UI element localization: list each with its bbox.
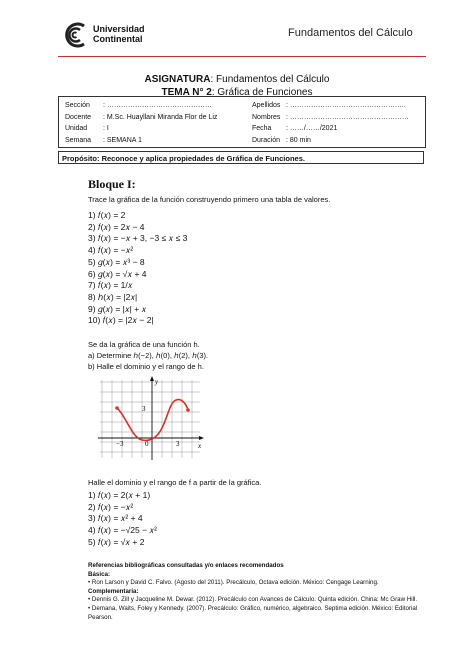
list-item: 5) 𝑓(𝑥) = √𝑥 + 2 [88,536,145,547]
tick-label-y3: 3 [142,405,146,413]
list-item: 3) 𝑓(𝑥) = −𝑥 + 3, −3 ≤ 𝑥 ≤ 3 [88,233,188,244]
graph-grid [100,380,200,458]
university-name-line1: Universidad [93,24,145,34]
university-name-line2: Continental [93,34,143,44]
asignatura-value: : Fundamentos del Cálculo [210,74,330,85]
info-row-semana: Semana : SEMANA 1 [65,136,142,144]
tick-label-xneg3: −3 [116,440,124,448]
exercise-list-2 [88,490,157,549]
fecha-field[interactable]: : ……/……/2021 [286,125,338,132]
x-axis-label: x [198,442,202,450]
seccion-field[interactable]: : ……………………………………… [103,102,212,109]
references-basic-label: Básica: [88,570,111,578]
graph-intro: Se da la gráfica de una función h. [88,340,200,349]
apellidos-field[interactable]: : ………………………………………….. [286,102,406,109]
function-graph [96,376,206,462]
info-row-unidad: Unidad : I [65,125,109,132]
info-row-apellidos: Apellidos : ………………………………………….. [252,100,409,112]
tema-value: : Gráfica de Funciones [211,87,313,98]
info-row-duracion: Duración : 80 min [252,136,311,144]
list-item: 6) 𝑔(𝑥) = √𝑥 + 4 [88,268,147,279]
university-name [93,24,145,44]
student-info-box [58,96,426,148]
list-item: 2) 𝑓(𝑥) = −𝑥² [88,501,134,512]
info-row-fecha: Fecha : ……/……/2021 [252,123,409,135]
info-right-column [252,100,409,146]
list-item: 2) 𝑓(𝑥) = 2𝑥 − 4 [88,221,145,232]
curve-start-point [115,406,119,410]
list-item: 8) ℎ(𝑥) = |2𝑥| [88,291,138,302]
purpose-box: Propósito: Reconoce y aplica propiedades de Gráfica de Funciones. [58,151,424,164]
reference-item: • Ron Larson y David C. Falvo. (Agosto del 2011). Precálculo, Octava edición. México: Cengage Learning. [88,579,379,587]
references-complementary-label: Complementaria: [88,587,139,595]
list-item: 10) 𝑓(𝑥) = |2𝑥 − 2| [88,315,154,326]
instruction-1: Trace la gráfica de la función construyendo primero una tabla de valores. [88,195,331,204]
tema-label: TEMA N° 2 [161,87,212,98]
curve-end-point [186,408,190,412]
graph-part-b: b) Halle el dominio y el rango de h. [88,362,204,371]
list-item: 4) 𝑓(𝑥) = −√25 − 𝑥² [88,525,157,536]
list-item: 5) 𝑔(𝑥) = 𝑥³ − 8 [88,256,145,267]
instruction-2: Halle el dominio y el rango de f a partir de la gráfica. [88,478,262,487]
reference-item: • Dennis G. Zill y Jacqueline M. Dewar. (2012). Precálculo con Avances de Cálculo. Quinta edición. China: Mc Graw Hill. [88,596,418,604]
list-item: 3) 𝑓(𝑥) = 𝑥² + 4 [88,513,143,524]
y-axis-arrow-icon [150,376,154,381]
list-item: 7) 𝑓(𝑥) = 1/𝑥 [88,280,133,291]
tick-label-x3: 3 [176,440,180,448]
reference-item: • Demana, Waits, Foley y Kennedy. (2007). Precálculo: Gráfico, numérico, algebraico. Septima edición. México: Editorial Pearson. [88,604,418,621]
info-row-docente: Docente : M.Sc. Huayllani Miranda Flor de Liz [65,113,218,121]
references-title: Referencias bibliográficas consultadas y/o enlaces recomendados [88,562,284,569]
header-divider [58,56,426,57]
references [88,562,418,622]
list-item: 1) 𝑓(𝑥) = 2(𝑥 + 1) [88,490,151,500]
university-logo-icon [58,22,88,48]
y-axis-label: y [155,378,159,386]
info-left-column [65,100,217,146]
list-item: 1) 𝑓(𝑥) = 2 [88,210,126,220]
tick-label-x0: 0 [145,440,149,448]
asignatura-label: ASIGNATURA [144,74,211,85]
function-curve [117,400,188,441]
info-row-seccion: Sección : ……………………………………… [65,100,217,112]
list-item: 9) 𝑔(𝑥) = |𝑥| + 𝑥 [88,303,147,314]
graph-part-a: a) Determine ℎ(−2), ℎ(0), ℎ(2), ℎ(3). [88,351,209,360]
list-item: 4) 𝑓(𝑥) = −𝑥² [88,245,134,256]
section-heading: Bloque I: [88,177,136,191]
course-title: Fundamentos del Cálculo [288,27,413,39]
exercise-list-1 [88,210,187,327]
nombres-field[interactable]: : …………………………………………… [286,113,409,121]
info-row-nombres: Nombres : …………………………………………… [252,112,409,124]
asignatura-line [0,74,474,85]
x-axis-arrow-icon [199,436,204,440]
